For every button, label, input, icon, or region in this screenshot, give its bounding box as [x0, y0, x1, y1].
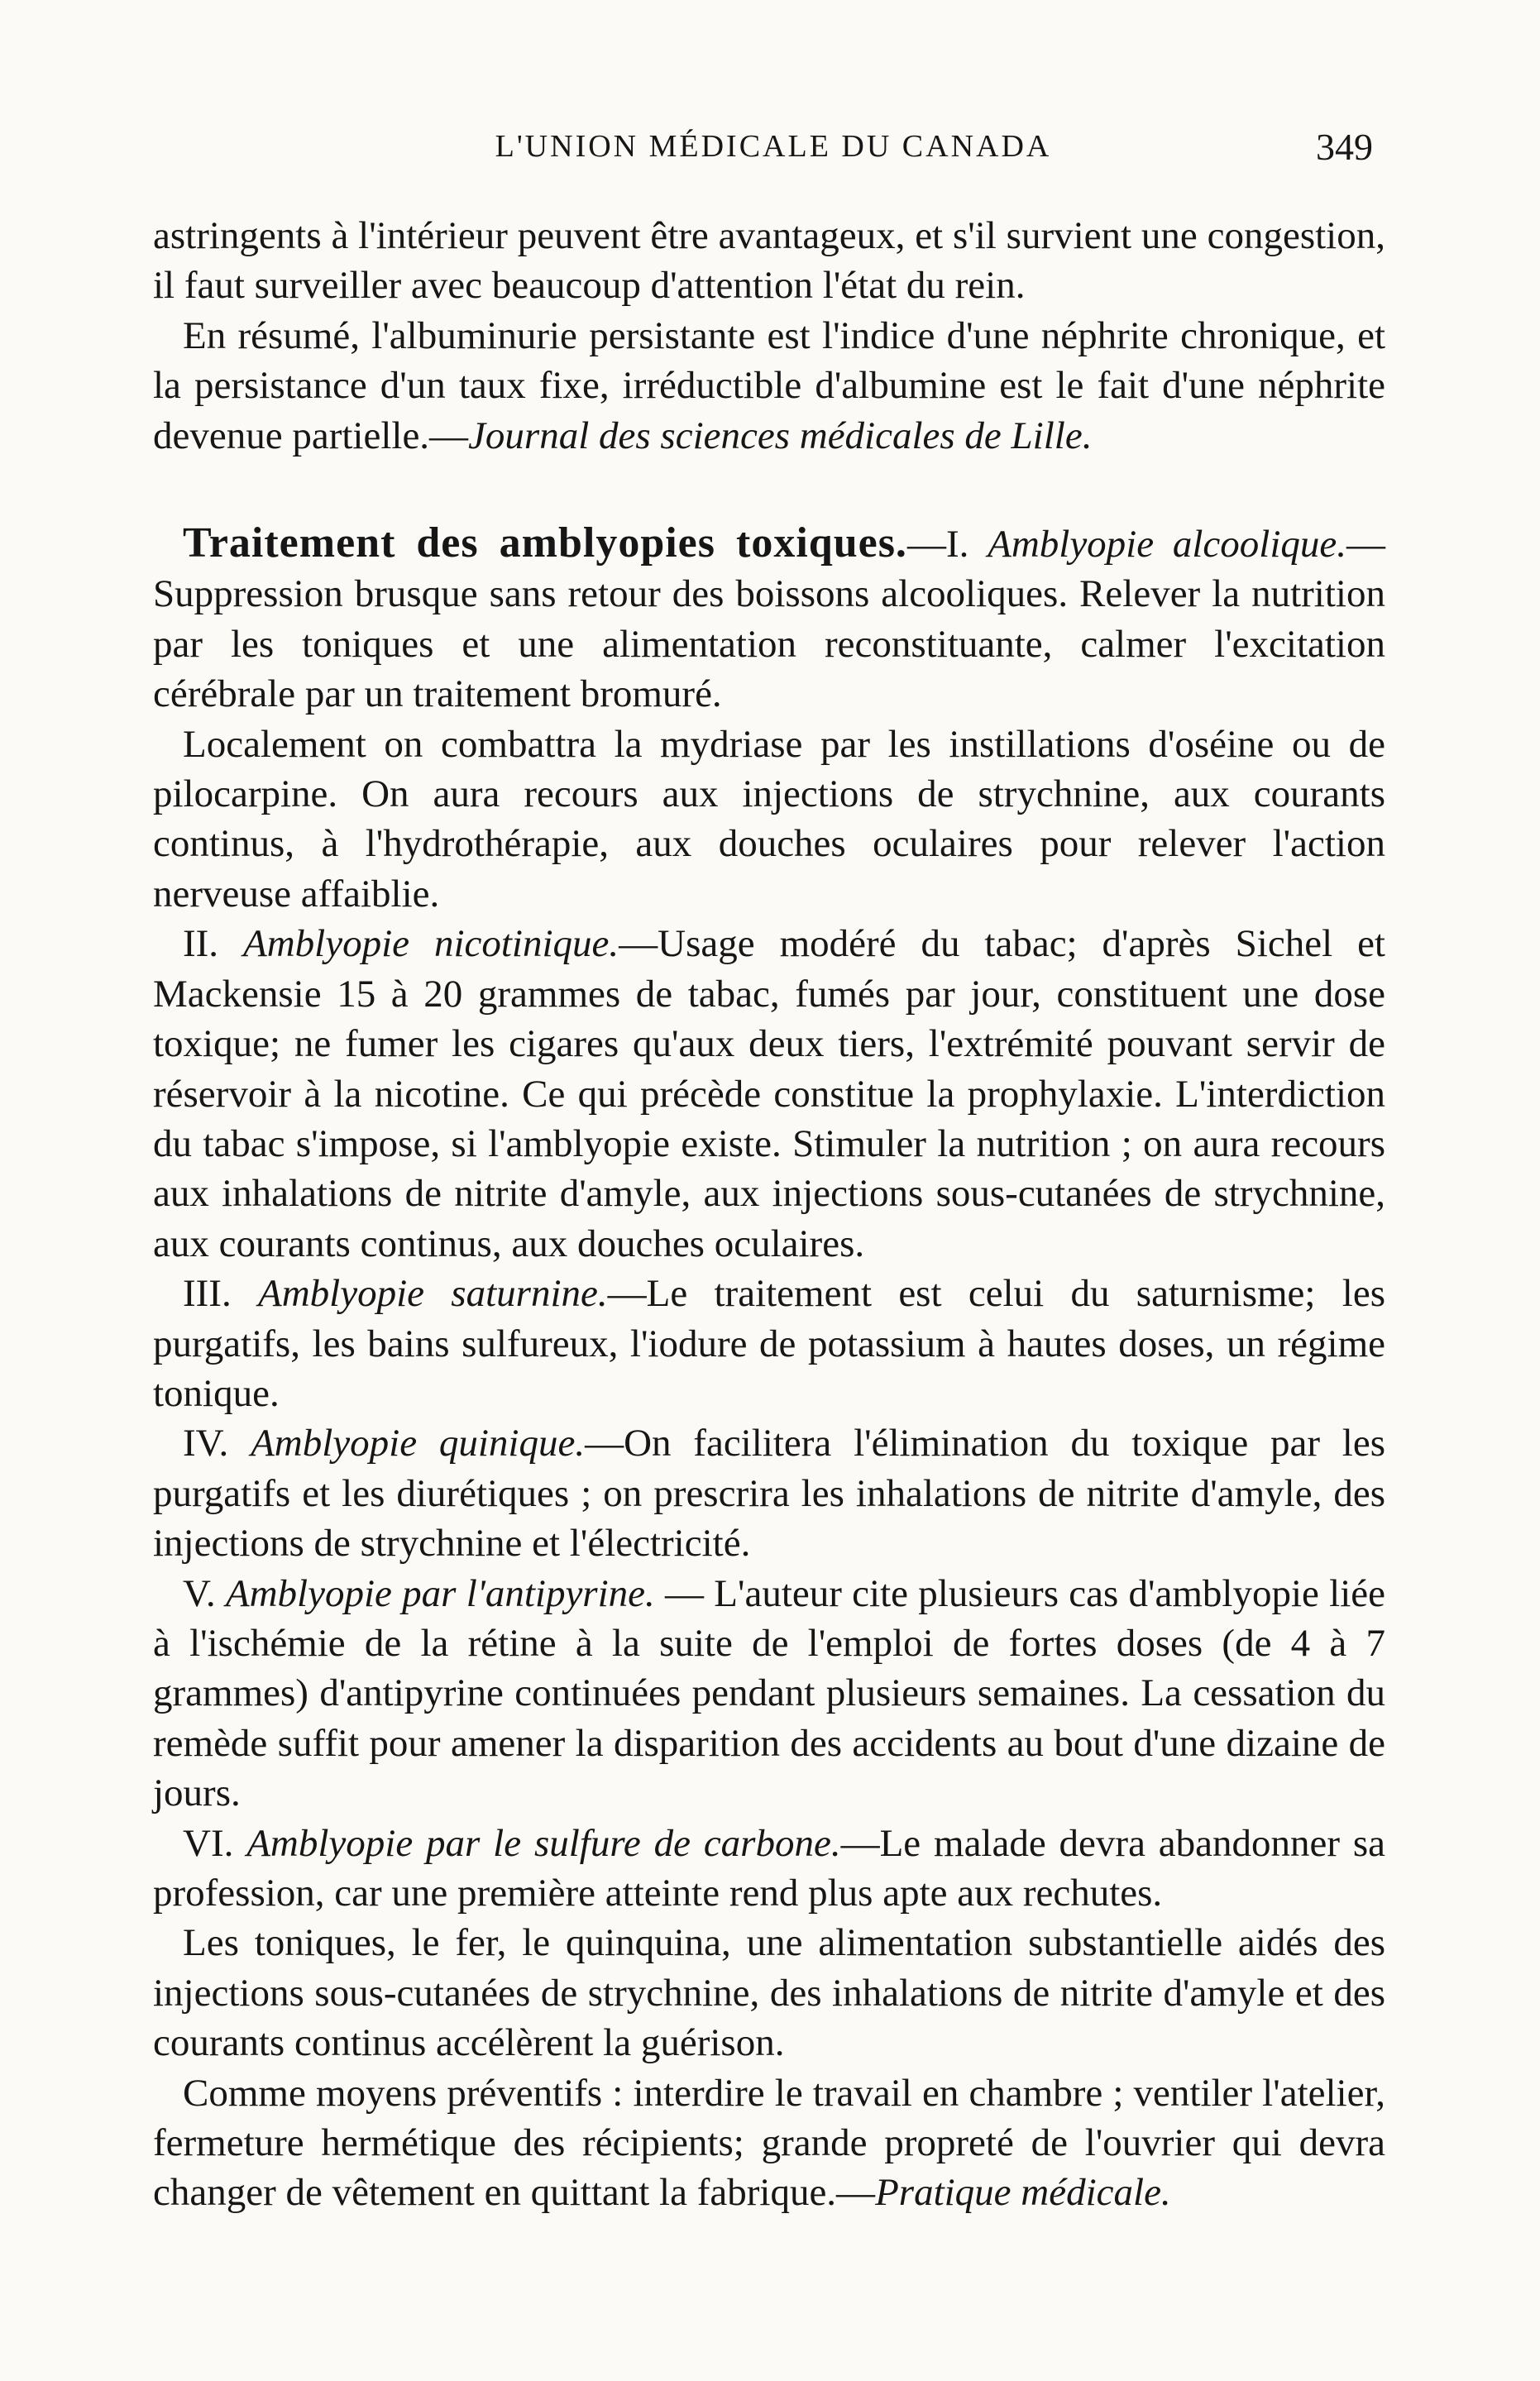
- paragraph-local-treatment: [153, 720, 1385, 920]
- running-title: L'UNION MÉDICALE DU CANADA: [495, 129, 1052, 164]
- paragraph-summary: [153, 311, 1385, 461]
- section-text: —On facilitera l'élimination du toxique par les purgatifs et les diurétiques ; on prescrira les inhalations de nitrite d'amyle, des injections de strychnine et l'électricité.: [153, 1422, 1385, 1566]
- section-text: —Usage modéré du tabac; d'après Sichel et Mackensie 15 à 20 grammes de tabac, fumés par jour, constituent une dose toxique; ne fumer les cigares qu'aux deux tiers, l'extrémité pouvant servir de réservoir à la nicotine. Ce qui précède constitue la prophylaxie. L'interdiction du tabac s'impose, si l'amblyopie existe. Stimuler la nutrition ; on aura recours aux inhalations de nitrite d'amyle, aux injections sous-cutanées de strychnine, aux courants continus, aux douches oculaires.: [153, 922, 1385, 1265]
- section-text: — L'auteur cite plusieurs cas d'amblyopie liée à l'ischémie de la rétine à la suite de l'emploi de fortes doses (de 4 à 7 grammes) d'antipyrine continuées pendant plusieurs semaines. La cessation du remède suffit pour amener la disparition des accidents au bout d'une dizaine de jours.: [153, 1571, 1385, 1815]
- section-number: V.: [183, 1571, 226, 1615]
- paragraph-tonics: [153, 1918, 1385, 2068]
- section-number: —I.: [906, 523, 988, 567]
- section-title: Amblyopie alcoolique.: [988, 523, 1347, 567]
- source-citation: Journal des sciences médicales de Lille.: [468, 414, 1093, 457]
- section-amblyopia-nicotine: [153, 919, 1385, 1269]
- article-heading: Traitement des amblyopies toxiques.: [183, 519, 907, 567]
- section-amblyopia-antipyrine: [153, 1569, 1385, 1819]
- paragraph-continuation: [153, 211, 1385, 311]
- section-text: —Le traitement est celui du saturnisme; les purgatifs, les bains sulfureux, l'iodure de potassium à hautes doses, un régime tonique.: [153, 1272, 1385, 1415]
- paragraph-text: Localement on combattra la mydriase par les instillations d'oséine ou de pilocarpine. On aura recours aux injections de strychnine, aux courants continus, à l'hydrothérapie, aux douches oculaires pour relever l'action nerveuse affaiblie.: [153, 722, 1385, 916]
- paragraph-prevention: [153, 2068, 1385, 2218]
- section-title: Amblyopie par le sulfure de carbone.: [246, 1821, 841, 1865]
- section-title: Amblyopie quinique.: [251, 1422, 586, 1465]
- section-text: —Le malade devra abandonner sa profession, car une première atteinte rend plus apte aux rechutes.: [153, 1821, 1386, 1915]
- section-amblyopia-quinine: [153, 1418, 1385, 1568]
- paragraph-text: En résumé, l'albuminurie persistante est l'indice d'une néphrite chronique, et la persistance d'un taux fixe, irréductible d'albumine est le fait d'une néphrite devenue partielle.—: [153, 313, 1385, 457]
- section-amblyopia-alcohol: [153, 519, 1385, 720]
- section-text: —Suppression brusque sans retour des boissons alcooliques. Relever la nutrition par les toniques et une alimentation reconstituante, calmer l'excitation cérébrale par un traitement bromuré.: [153, 523, 1386, 716]
- body-text: [153, 211, 1385, 2218]
- section-number: IV.: [183, 1422, 251, 1465]
- page-number: 349: [1316, 126, 1373, 168]
- section-title: Amblyopie saturnine.: [258, 1272, 608, 1316]
- section-title: Amblyopie nicotinique.: [243, 922, 619, 966]
- paragraph-text: Comme moyens préventifs : interdire le travail en chambre ; ventiler l'atelier, fermeture hermétique des récipients; grande propreté de l'ouvrier qui devra changer de vêtement en quittant la fabrique.—: [153, 2071, 1385, 2215]
- section-amblyopia-carbon-sulfide: [153, 1819, 1385, 1919]
- section-amblyopia-lead: [153, 1269, 1385, 1418]
- source-citation: Pratique médicale.: [875, 2171, 1171, 2215]
- paragraph-text: Les toniques, le fer, le quinquina, une alimentation substantielle aidés des injections sous-cutanées de strychnine, des inhalations de nitrite d'amyle et des courants continus accélèrent la guérison.: [153, 1921, 1385, 2065]
- section-number: VI.: [183, 1821, 247, 1865]
- page-header: [174, 128, 1373, 178]
- paragraph-text: astringents à l'intérieur peuvent être avantageux, et s'il survient une congestion, il faut surveiller avec beaucoup d'attention l'état du rein.: [153, 214, 1385, 308]
- section-title: Amblyopie par l'antipyrine.: [225, 1571, 655, 1615]
- section-number: II.: [183, 922, 244, 966]
- section-number: III.: [183, 1272, 259, 1316]
